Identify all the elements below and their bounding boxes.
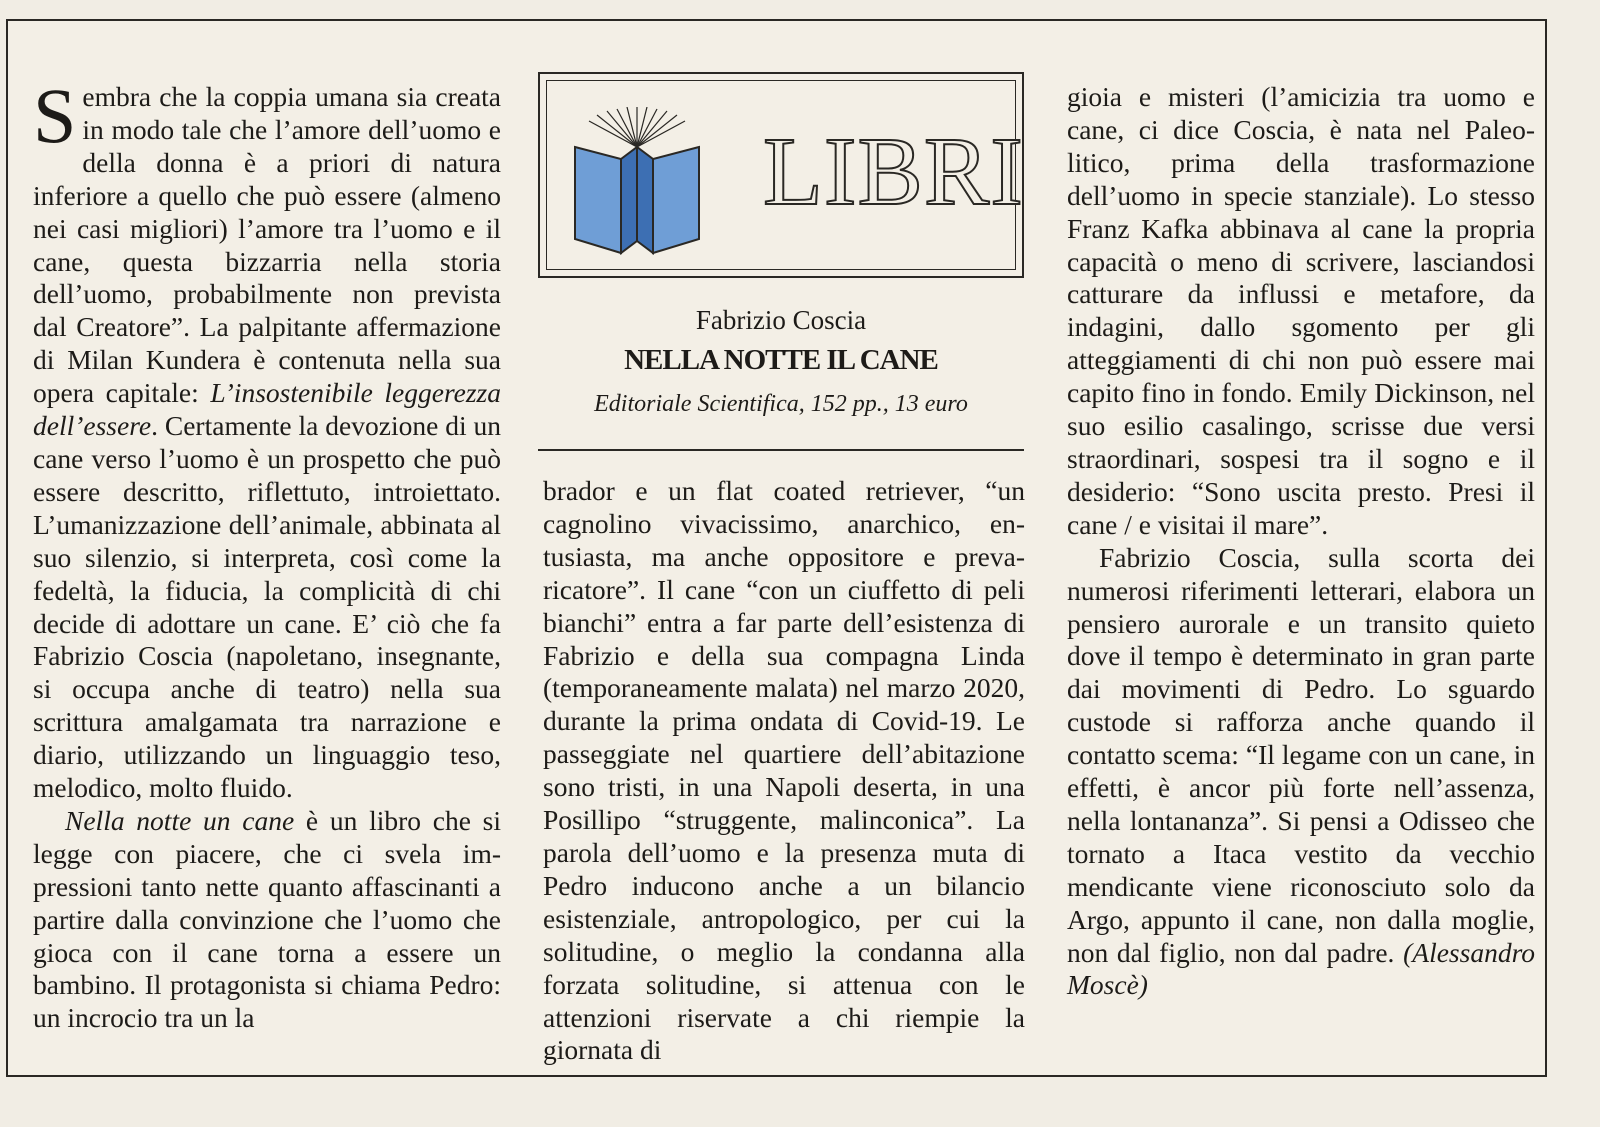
section-label: LIBRI <box>763 118 1024 226</box>
book-author: Fabrizio Coscia <box>695 305 867 335</box>
book-title-inline: Nella notte un cane <box>65 804 295 836</box>
paragraph-text: è un libro che si legge con piacere, che ci svela impressioni tanto nette quanto affascinanti a partire dalla convinzione che l’uomo che gioca con il cane torna a essere un bambino. Il protagonista si chiama Pedro: un incrocio tra un la <box>33 804 501 1034</box>
signature: (Alessandro Moscè) <box>1067 936 1535 1001</box>
drop-cap: S <box>33 72 77 159</box>
divider <box>538 449 1024 451</box>
article-column-2 <box>543 475 1025 1067</box>
section-header <box>538 72 1024 278</box>
paragraph-text: embra che la coppia umana sia creata in modo tale che l’amore dell’uomo e della donna è a priori di natura inferiore a quello che può essere (almeno nei casi migliori) l’amore tra l’uomo e il cane, questa bizzarria nella storia dell’uomo, probabilmente non prevista dal Creatore”. La palpitante affermazione di Milan Kundera è contenuta nella sua opera capitale: <box>33 81 501 409</box>
article-frame <box>6 19 1547 1077</box>
section-header-inner <box>546 80 1024 270</box>
paragraph-text: Fabrizio Coscia, sulla scorta dei numerosi riferimenti letterari, elabora un pensiero aurorale e un transito quieto dove il tempo è determinato in gran parte dai movimenti di Pedro. Lo sguardo custode si rafforza anche quando il contatto scema: “Il legame con un cane, in effetti, è ancor più forte nell’assenza, nella lontananza”. Si pensi a Odisseo che tornato a Itaca vestito da vecchio mendicante viene riconosciuto solo da Argo, appunto il cane, non dalla moglie, non dal figlio, non dal padre. <box>1067 541 1535 968</box>
book-title: NELLA NOTTE IL CANE <box>624 344 938 376</box>
article-column-1 <box>33 72 501 1035</box>
open-book-icon <box>567 107 707 257</box>
paragraph: gioia e misteri (l’amicizia tra uomo e cane, ci dice Coscia, è nata nel Paleolitico, prima della trasformazione dell’uomo in specie stanziale). Lo stesso Franz Kafka abbinava al cane la propria capacità o meno di scrivere, lasciandosi catturare da influssi e metafore, da indagini, dallo sgomento per gli atteggiamenti di chi non può essere mai capito fino in fondo. Emily Dickinson, nel suo esilio casalingo, scrisse due versi straordinari, sospesi tra il sogno e il desiderio: “Sono uscita presto. Presi il cane / e visitai il mare”. <box>1067 81 1535 540</box>
work-title: L’insostenibile leggerezza dell’essere <box>33 377 501 442</box>
paragraph <box>1067 542 1535 1003</box>
paragraph <box>33 805 501 1035</box>
paragraph <box>33 72 501 805</box>
paragraph: brador e un flat coated retriever, “un cagnolino vivacissimo, anarchico, entusiasta, ma anche oppositore e prevaricatore”. Il cane “con un ciuffetto di peli bianchi” entra a far parte dell’esistenza di Fabrizio e della sua compagna Linda (temporaneamente malata) nel marzo 2020, durante la prima ondata di Covid-19. Le passeggiate nel quartiere dell’abitazione sono tristi, in una Napoli deserta, in una Posillipo “struggente, malinconica”. La parola dell’uomo e la presenza muta di Pedro inducono anche a un bilancio esistenziale, antropologico, per cui la solitudine, o meglio la condanna alla forzata solitudine, si attenua con le attenzioni riservate a chi riempie la giornata di <box>543 475 1025 1066</box>
article-column-3 <box>1067 81 1535 1002</box>
paragraph-text: . Certamente la devozione di un cane verso l’uomo è un prospetto che può essere descritto, riflettuto, introiettato. L’umanizzazione dell’animale, abbinata al suo silenzio, si interpreta, così come la fedeltà, la fiducia, la complicità di chi decide di adottare un cane. E’ ciò che fa Fabrizio Coscia (napoletano, insegnante, si occupa anche di teatro) nella sua scrittura amalgamata tra narrazione e diario, utilizzando un linguaggio teso, melodico, molto fluido. <box>33 410 501 804</box>
book-publisher: Editoriale Scientifica, 152 pp., 13 euro <box>594 391 968 417</box>
